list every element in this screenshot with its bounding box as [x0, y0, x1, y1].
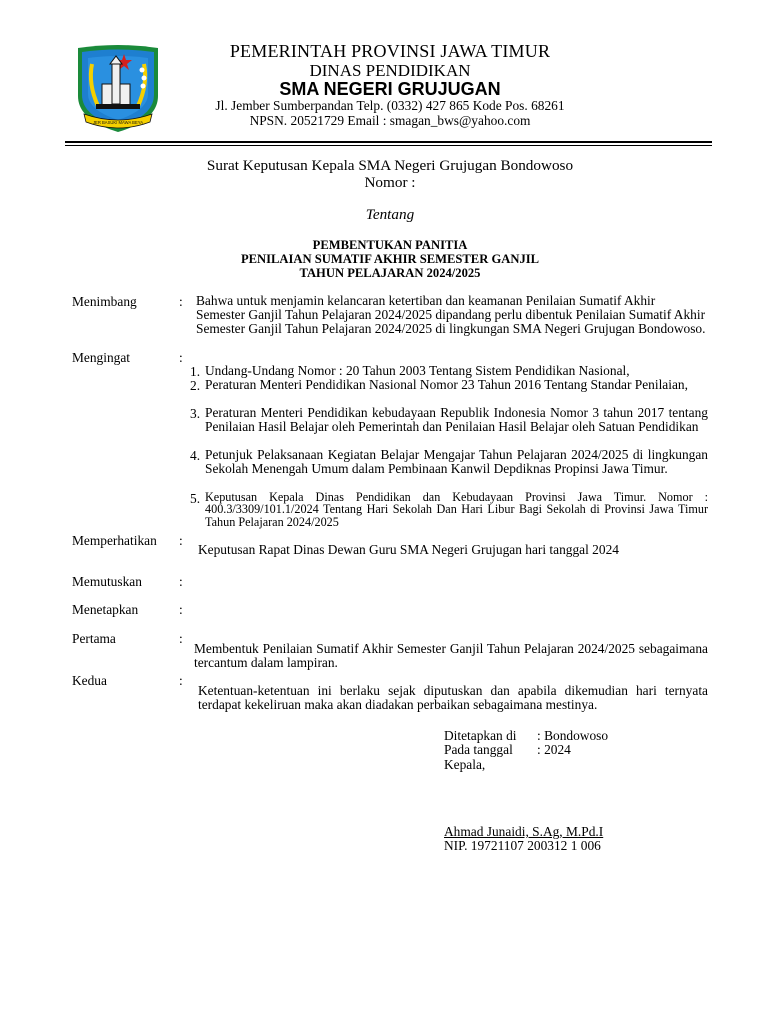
logo-ribbon-text: JER BASUKI MAWA BEYA — [92, 120, 144, 125]
mengingat-item-number: 4. — [190, 448, 201, 463]
mengingat-item-number: 2. — [190, 378, 201, 393]
menetapkan-colon: : — [179, 602, 183, 617]
mengingat-item-text: Keputusan Kepala Dinas Pendidikan dan Kebudayaan Provinsi Jawa Timur. Nomor : 400.3/3309/101.1/2024 Tentang Hari Sekolah Dan Hari Libur Bagi Sekolah di Provinsi Jawa Timur Tahun Pelajaran 2024/2025 — [205, 490, 708, 529]
kedua-text: Ketentuan-ketentuan ini berlaku sejak diputuskan dan apabila dikemudian hari ternyata terdapat kekeliruan maka akan diadakan perbaikan sebagaimana mestinya. — [198, 683, 708, 713]
letterhead-government: PEMERINTAH PROVINSI JAWA TIMUR — [229, 41, 551, 61]
mengingat-item-number: 3. — [190, 406, 201, 421]
signature-place-label: Ditetapkan di — [444, 728, 517, 743]
letterhead-school-name: SMA NEGERI GRUJUGAN — [279, 79, 501, 99]
letterhead-agency: DINAS PENDIDIKAN — [309, 61, 471, 80]
signature-role: Kepala, — [444, 757, 486, 772]
decree-subject-line3: TAHUN PELAJARAN 2024/2025 — [299, 266, 481, 280]
signatory-nip: NIP. 19721107 200312 1 006 — [444, 838, 601, 853]
menimbang-text: Bahwa untuk menjamin kelancaran ketertiban dan keamanan Penilaian Sumatif Akhir Semester Ganjil Tahun Pelajaran 2024/2025 dipandang perlu dibentuk Penilaian Sumatif Akhir Semester Ganjil Tahun Pelajaran 2024/2025 di lingkungan SMA Negeri Grujugan Bondowoso. — [196, 293, 706, 337]
mengingat-item-text: Undang-Undang Nomor : 20 Tahun 2003 Tentang Sistem Pendidikan Nasional, — [205, 363, 630, 378]
letterhead-npsn-email: NPSN. 20521729 Email : smagan_bws@yahoo.com — [249, 113, 531, 128]
mengingat-item-number: 5. — [190, 491, 201, 506]
decree-subject-line2: PENILAIAN SUMATIF AKHIR SEMESTER GANJIL — [240, 252, 540, 266]
pertama-colon: : — [179, 631, 183, 646]
kedua-label: Kedua — [72, 673, 107, 688]
pertama-label: Pertama — [72, 631, 116, 646]
signature-date-value: : 2024 — [537, 742, 571, 757]
mengingat-item-text: Peraturan Menteri Pendidikan kebudayaan Republik Indonesia Nomor 3 tahun 2017 tentang Penilaian Hasil Belajar oleh Pemerintah dan Penilaian Hasil Belajar oleh Satuan Pendidikan — [205, 405, 708, 435]
signature-place-value: : Bondowoso — [537, 728, 609, 743]
signatory-name: Ahmad Junaidi, S.Ag, M.Pd.I — [444, 824, 604, 839]
letterhead-divider-thin — [65, 145, 712, 146]
menetapkan-label: Menetapkan — [72, 602, 139, 617]
mengingat-item-text: Petunjuk Pelaksanaan Kegiatan Belajar Mengajar Tahun Pelajaran 2024/2025 di lingkungan Sekolah Menengah Umum dalam Pembinaan Kanwil Depdiknas Propinsi Jawa Timur. — [205, 447, 708, 477]
memperhatikan-label: Memperhatikan — [72, 533, 157, 548]
pertama-text: Membentuk Penilaian Sumatif Akhir Semester Ganjil Tahun Pelajaran 2024/2025 sebagaimana tercantum dalam lampiran. — [194, 641, 708, 671]
memperhatikan-text: Keputusan Rapat Dinas Dewan Guru SMA Negeri Grujugan hari tanggal 2024 — [198, 542, 619, 557]
decree-subject-line1: PEMBENTUKAN PANITIA — [312, 238, 468, 252]
mengingat-item-number: 1. — [190, 364, 201, 379]
kedua-colon: : — [179, 673, 183, 688]
letterhead-divider-thick — [65, 141, 712, 143]
jawa-timur-emblem-icon — [72, 44, 164, 134]
decree-title: Surat Keputusan Kepala SMA Negeri Grujugan Bondowoso — [206, 157, 574, 174]
menimbang-colon: : — [179, 294, 183, 309]
menimbang-label: Menimbang — [72, 294, 137, 309]
letterhead-address: Jl. Jember Sumberpandan Telp. (0332) 427 865 Kode Pos. 68261 — [215, 98, 565, 113]
decree-tentang: Tentang — [365, 206, 415, 223]
mengingat-item-text: Peraturan Menteri Pendidikan Nasional Nomor 23 Tahun 2016 Tentang Standar Penilaian, — [205, 377, 688, 392]
memperhatikan-colon: : — [179, 533, 183, 548]
memutuskan-colon: : — [179, 574, 183, 589]
decree-number: Nomor : — [364, 174, 416, 191]
mengingat-colon: : — [179, 350, 183, 365]
signature-date-label: Pada tanggal — [444, 742, 513, 757]
mengingat-label: Mengingat — [72, 350, 131, 365]
memutuskan-label: Memutuskan — [72, 574, 142, 589]
